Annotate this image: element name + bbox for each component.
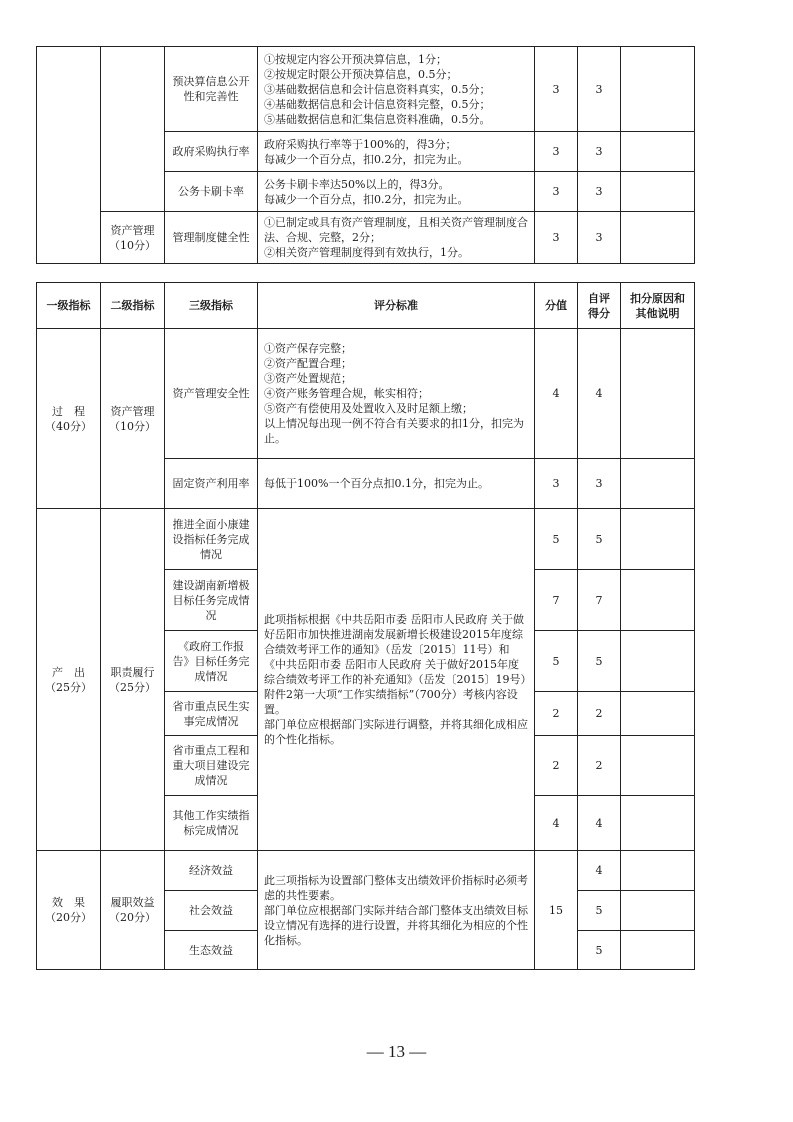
- criteria-line: 公务卡刷卡率达50%以上的，得3分。: [264, 177, 450, 191]
- table-top: [36, 46, 695, 264]
- notes-cell: [621, 329, 695, 459]
- self-score-cell: 3: [578, 132, 621, 172]
- level1-cell: 效 果（20分）: [37, 851, 101, 970]
- notes-cell: [621, 891, 695, 931]
- level2-cell: [101, 47, 165, 212]
- criteria-cell: [258, 132, 535, 172]
- criteria-line: ⑤基础数据信息和汇集信息资料准确，0.5分。: [264, 112, 491, 126]
- level3-cell: 省市重点工程和重大项目建设完成情况: [165, 736, 258, 796]
- header-score: 分值: [535, 283, 578, 329]
- score-cell: 4: [535, 796, 578, 851]
- criteria-line: 部门单位应根据部门实际并结合部门整体支出绩效目标设立情况有选择的进行设置，并将其细化为相应的个性化指标。: [264, 903, 528, 947]
- criteria-cell: [258, 212, 535, 264]
- self-score-cell: 5: [578, 891, 621, 931]
- criteria-line: 此项指标根据《中共岳阳市委 岳阳市人民政府 关于做好岳阳市加快推进湖南发展新增长极建设2015年度综合绩效考评工作的通知》（岳发〔2015〕11号）和《中共岳阳市委 岳阳市人民政府 关于做好2015年度综合绩效考评工作的补充通知》（岳发〔2015〕19号）附件2第一大项“工作实绩指标”（700分）考核内容设置。: [264, 613, 526, 716]
- criteria-line: 每减少一个百分点，扣0.2分，扣完为止。: [264, 152, 469, 166]
- self-score-cell: 7: [578, 570, 621, 631]
- score-cell: 3: [535, 172, 578, 212]
- level3-cell: 政府采购执行率: [165, 132, 258, 172]
- level3-cell: 资产管理安全性: [165, 329, 258, 459]
- level1-cell: 产 出（25分）: [37, 509, 101, 851]
- criteria-line: 每减少一个百分点，扣0.2分，扣完为止。: [264, 192, 469, 206]
- self-score-cell: 2: [578, 736, 621, 796]
- criteria-line: ④资产账务管理合规，帐实相符；: [264, 387, 429, 400]
- level3-cell: 生态效益: [165, 931, 258, 970]
- criteria-line: 每低于100%一个百分点扣0.1分，扣完为止。: [264, 477, 489, 490]
- level2-cell: 履职效益（20分）: [101, 851, 165, 970]
- header-self-score: 自评得分: [578, 283, 621, 329]
- score-cell: 3: [535, 47, 578, 132]
- criteria-line: ②按规定时限公开预决算信息，0.5分；: [264, 67, 458, 81]
- criteria-line: ③基础数据信息和会计信息资料真实，0.5分；: [264, 82, 491, 96]
- criteria-cell: [258, 509, 535, 851]
- page-number: — 13 —: [366, 1042, 427, 1061]
- level3-cell: 省市重点民生实事完成情况: [165, 692, 258, 736]
- criteria-line: ①已制定或具有资产管理制度，且相关资产管理制度合法、合规、完整，2分；: [264, 216, 528, 244]
- score-cell: 4: [535, 329, 578, 459]
- score-cell: 7: [535, 570, 578, 631]
- self-score-cell: 5: [578, 931, 621, 970]
- self-score-cell: 4: [578, 851, 621, 891]
- criteria-line: 政府采购执行率等于100%的，得3分；: [264, 137, 457, 151]
- level2-cell: 资产管理（10分）: [101, 212, 165, 264]
- notes-cell: [621, 851, 695, 891]
- self-score-cell: 3: [578, 47, 621, 132]
- score-cell: 3: [535, 132, 578, 172]
- score-cell: 3: [535, 212, 578, 264]
- table-row: [37, 851, 695, 891]
- level1-cell: [37, 47, 101, 264]
- notes-cell: [621, 736, 695, 796]
- level3-cell: 公务卡刷卡率: [165, 172, 258, 212]
- criteria-line: ⑤资产有偿使用及处置收入及时足额上缴；: [264, 402, 473, 415]
- criteria-line: ②资产配置合理；: [264, 357, 352, 370]
- criteria-cell: [258, 851, 535, 970]
- criteria-cell: [258, 47, 535, 132]
- notes-cell: [621, 132, 695, 172]
- notes-cell: [621, 459, 695, 509]
- table-row: [37, 329, 695, 459]
- table-main: [36, 282, 695, 970]
- level3-cell: 《政府工作报告》目标任务完成情况: [165, 631, 258, 692]
- self-score-cell: 4: [578, 796, 621, 851]
- score-cell: 2: [535, 736, 578, 796]
- header-notes: 扣分原因和其他说明: [621, 283, 695, 329]
- notes-cell: [621, 47, 695, 132]
- criteria-cell: [258, 329, 535, 459]
- notes-cell: [621, 212, 695, 264]
- self-score-cell: 4: [578, 329, 621, 459]
- score-cell: 3: [535, 459, 578, 509]
- notes-cell: [621, 631, 695, 692]
- table-row: [37, 212, 695, 264]
- criteria-line: 部门单位应根据部门实际进行调整，并将其细化成相应的个性化指标。: [264, 718, 528, 746]
- score-cell: 2: [535, 692, 578, 736]
- level3-cell: 预决算信息公开性和完善性: [165, 47, 258, 132]
- level3-cell: 社会效益: [165, 891, 258, 931]
- criteria-cell: [258, 172, 535, 212]
- criteria-line: 此三项指标为设置部门整体支出绩效评价指标时必须考虑的共性要素。: [264, 873, 528, 902]
- header-level3: 三级指标: [165, 283, 258, 329]
- header-level2: 二级指标: [101, 283, 165, 329]
- notes-cell: [621, 172, 695, 212]
- criteria-cell: [258, 459, 535, 509]
- level2-cell: 职责履行（25分）: [101, 509, 165, 851]
- table-row: [37, 509, 695, 570]
- level3-cell: 其他工作实绩指标完成情况: [165, 796, 258, 851]
- level3-cell: 经济效益: [165, 851, 258, 891]
- criteria-line: ①按规定内容公开预决算信息，1分；: [264, 52, 447, 66]
- score-cell: 15: [535, 851, 578, 970]
- header-level1: 一级指标: [37, 283, 101, 329]
- self-score-cell: 3: [578, 172, 621, 212]
- criteria-line: ①资产保存完整；: [264, 342, 352, 355]
- table-row: [37, 47, 695, 132]
- self-score-cell: 3: [578, 459, 621, 509]
- criteria-line: ④基础数据信息和会计信息资料完整，0.5分；: [264, 97, 491, 111]
- notes-cell: [621, 692, 695, 736]
- level3-cell: 管理制度健全性: [165, 212, 258, 264]
- self-score-cell: 2: [578, 692, 621, 736]
- self-score-cell: 5: [578, 631, 621, 692]
- criteria-line: 以上情况每出现一例不符合有关要求的扣1分，扣完为止。: [264, 417, 524, 445]
- notes-cell: [621, 570, 695, 631]
- score-cell: 5: [535, 509, 578, 570]
- self-score-cell: 3: [578, 212, 621, 264]
- notes-cell: [621, 509, 695, 570]
- notes-cell: [621, 931, 695, 970]
- score-cell: 5: [535, 631, 578, 692]
- notes-cell: [621, 796, 695, 851]
- header-row: [37, 283, 695, 329]
- level2-cell: 资产管理（10分）: [101, 329, 165, 509]
- level3-cell: 固定资产利用率: [165, 459, 258, 509]
- criteria-line: ②相关资产管理制度得到有效执行，1分。: [264, 246, 469, 259]
- self-score-cell: 5: [578, 509, 621, 570]
- level1-cell: 过 程（40分）: [37, 329, 101, 509]
- level3-cell: 推进全面小康建设指标任务完成情况: [165, 509, 258, 570]
- header-criteria: 评分标准: [258, 283, 535, 329]
- level3-cell: 建设湖南新增极目标任务完成情况: [165, 570, 258, 631]
- criteria-line: ③资产处置规范；: [264, 372, 352, 385]
